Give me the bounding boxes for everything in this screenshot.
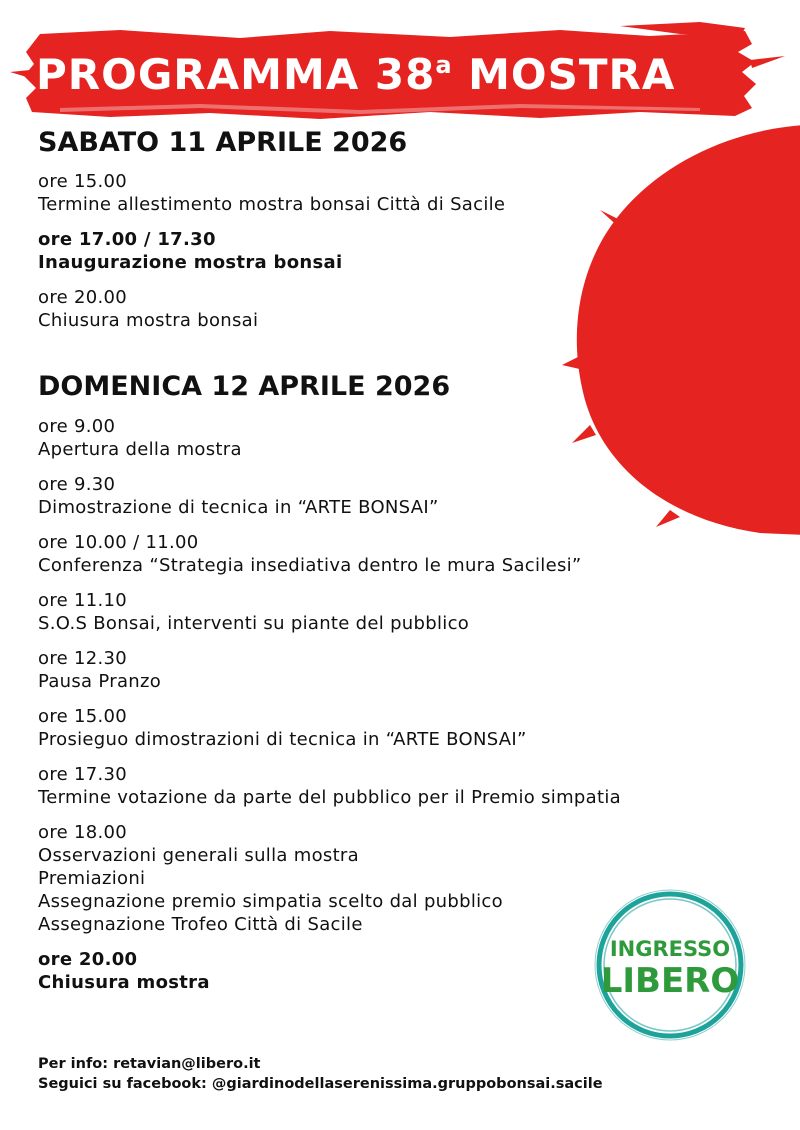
free-entry-badge <box>590 885 750 1045</box>
event-time: ore 20.00 <box>38 287 128 308</box>
schedule-event <box>38 531 621 577</box>
schedule-event <box>38 228 505 274</box>
event-time: ore 9.30 <box>38 474 116 495</box>
day-heading-sunday: DOMENICA 12 APRILE 2026 <box>38 371 451 402</box>
event-description: Assegnazione Trofeo Città di Sacile <box>38 914 363 935</box>
event-description: S.O.S Bonsai, interventi su piante del pubblico <box>38 613 470 634</box>
schedule-event <box>38 415 621 461</box>
schedule-event <box>38 705 621 751</box>
event-description: Premiazioni <box>38 868 146 889</box>
schedule-sunday <box>38 415 621 1006</box>
schedule-event <box>38 821 621 936</box>
event-description: Conferenza “Strategia insediativa dentro le mura Sacilesi” <box>38 555 582 576</box>
event-description: Assegnazione premio simpatia scelto dal pubblico <box>38 891 503 912</box>
poster-title: PROGRAMMA 38$^a$ MOSTRA <box>36 50 676 99</box>
event-description: Osservazioni generali sulla mostra <box>38 845 359 866</box>
day-heading-saturday: SABATO 11 APRILE 2026 <box>38 127 408 158</box>
event-time: ore 12.30 <box>38 648 128 669</box>
schedule-event <box>38 647 621 693</box>
event-time: ore 15.00 <box>38 706 128 727</box>
event-description: Prosieguo dimostrazioni di tecnica in “ARTE BONSAI” <box>38 729 527 750</box>
schedule-event <box>38 473 621 519</box>
event-description: Termine allestimento mostra bonsai Città di Sacile <box>38 194 506 215</box>
event-description: Inaugurazione mostra bonsai <box>38 252 343 273</box>
schedule-event <box>38 589 621 635</box>
event-description: Termine votazione da parte del pubblico per il Premio simpatia <box>38 787 621 808</box>
schedule-saturday <box>38 170 505 344</box>
event-time: ore 17.30 <box>38 764 128 785</box>
event-time: ore 11.10 <box>38 590 128 611</box>
event-time: ore 18.00 <box>38 822 128 843</box>
event-description: Apertura della mostra <box>38 439 242 460</box>
badge-line2: LIBERO <box>600 961 740 1001</box>
event-time: ore 15.00 <box>38 171 128 192</box>
event-description: Dimostrazione di tecnica in “ARTE BONSAI” <box>38 497 439 518</box>
event-time: ore 20.00 <box>38 949 138 970</box>
footer-info: Per info: retavian@libero.it <box>38 1056 261 1072</box>
event-time: ore 17.00 / 17.30 <box>38 229 216 250</box>
schedule-event <box>38 948 621 994</box>
event-description: Pausa Pranzo <box>38 671 162 692</box>
footer-facebook: Seguici su facebook: @giardinodellaserenissima.gruppobonsai.sacile <box>38 1076 603 1092</box>
event-description: Chiusura mostra <box>38 972 210 993</box>
event-description: Chiusura mostra bonsai <box>38 310 259 331</box>
schedule-event <box>38 286 505 332</box>
schedule-event <box>38 170 505 216</box>
event-time: ore 9.00 <box>38 416 116 437</box>
event-time: ore 10.00 / 11.00 <box>38 532 199 553</box>
schedule-event <box>38 763 621 809</box>
badge-line1: INGRESSO <box>609 937 731 961</box>
